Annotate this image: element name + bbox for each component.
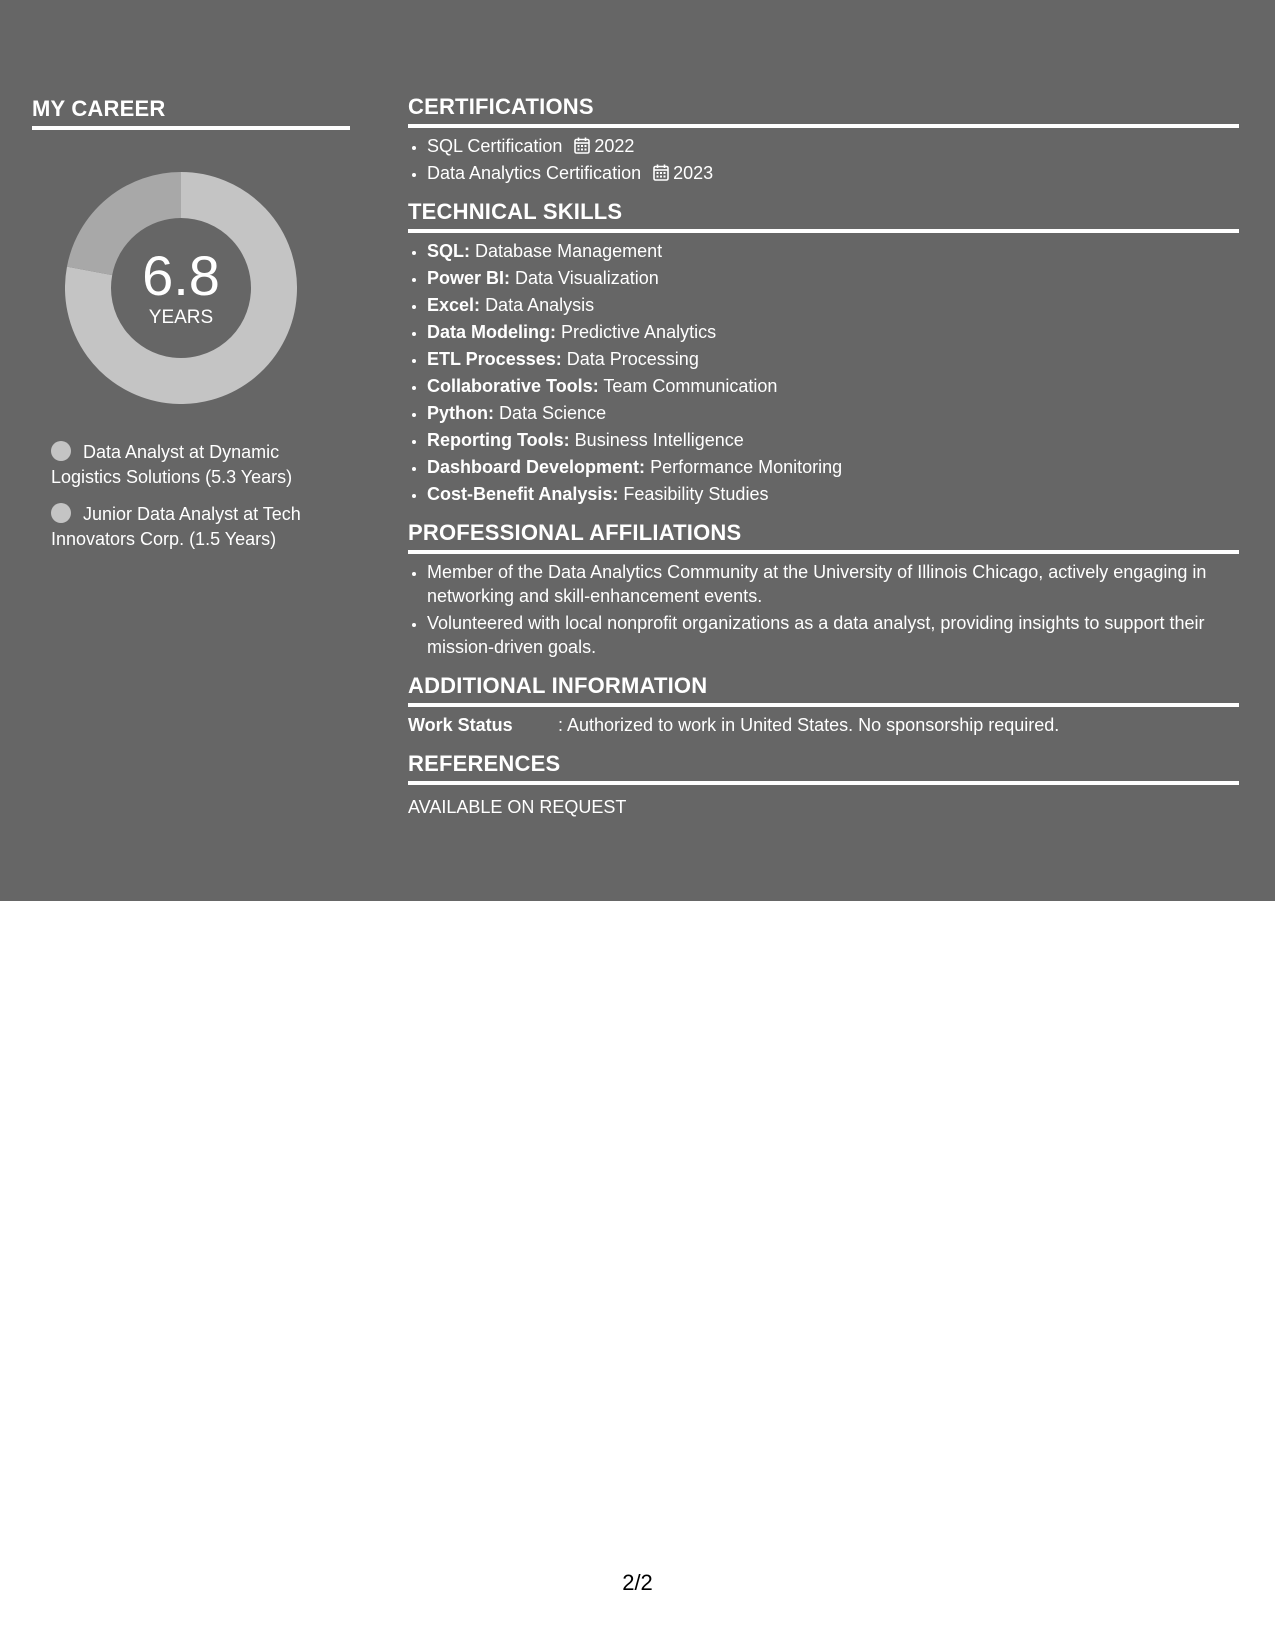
skill-item — [427, 482, 1239, 506]
affiliations-list — [408, 560, 1239, 659]
calendar-icon — [574, 137, 590, 154]
legend-item — [51, 502, 350, 552]
references-text: AVAILABLE ON REQUEST — [408, 797, 627, 817]
affiliation-item: • Volunteered with local nonprofit organizations as a data analyst, providing insights to support their mission-driven goals. — [427, 611, 1239, 659]
work-status-value: : Authorized to work in United States. No sponsorship required. — [558, 715, 1060, 735]
skill-name: Dashboard Development: — [427, 457, 646, 477]
skill-item — [427, 401, 1239, 425]
skill-desc: Team Communication — [603, 376, 778, 396]
skill-item — [427, 455, 1239, 479]
skill-item — [427, 266, 1239, 290]
total-years-value: 6.8 — [142, 244, 220, 307]
skill-desc: Data Processing — [566, 349, 699, 369]
skills-section — [408, 199, 1239, 506]
affiliation-item: • Member of the Data Analytics Community at the University of Illinois Chicago, actively engaging in networking and skill-enhancement events. — [427, 560, 1239, 608]
skill-name: Data Modeling: — [427, 322, 556, 342]
skill-desc: Data Analysis — [485, 295, 595, 315]
legend-item — [51, 440, 350, 490]
work-status-row — [408, 713, 1239, 737]
references-heading: REFERENCES — [408, 751, 1239, 785]
donut-center — [65, 172, 297, 404]
skill-name: ETL Processes: — [427, 349, 562, 369]
certifications-list — [408, 134, 1239, 185]
skill-name: Reporting Tools: — [427, 430, 570, 450]
skill-name: Excel: — [427, 295, 481, 315]
career-donut-chart — [65, 172, 297, 404]
skill-name: SQL: — [427, 241, 470, 261]
certification-year: 2022 — [594, 136, 635, 156]
legend-label: Junior Data Analyst at Tech Innovators Corp. (1.5 Years) — [51, 504, 301, 549]
page-number: 2/2 — [622, 1570, 653, 1595]
skills-heading: TECHNICAL SKILLS — [408, 199, 1239, 233]
skill-item — [427, 374, 1239, 398]
skill-item — [427, 428, 1239, 452]
skill-desc: Data Science — [499, 403, 607, 423]
skill-name: Python: — [427, 403, 494, 423]
skill-name: Cost-Benefit Analysis: — [427, 484, 619, 504]
legend-dot-icon — [51, 503, 71, 523]
certifications-section — [408, 94, 1239, 185]
skill-item — [427, 239, 1239, 263]
skill-desc: Data Visualization — [515, 268, 659, 288]
work-status-label: Work Status — [408, 715, 513, 735]
skill-desc: Performance Monitoring — [650, 457, 843, 477]
references-section — [408, 751, 1239, 819]
calendar-icon — [653, 164, 669, 181]
affiliations-heading: PROFESSIONAL AFFILIATIONS — [408, 520, 1239, 554]
total-years-unit: YEARS — [148, 307, 214, 328]
skill-desc: Business Intelligence — [574, 430, 744, 450]
certification-name: SQL Certification — [427, 136, 563, 156]
skill-desc: Database Management — [475, 241, 663, 261]
skill-desc: Feasibility Studies — [623, 484, 769, 504]
skill-name: Collaborative Tools: — [427, 376, 599, 396]
skill-name: Power BI: — [427, 268, 511, 288]
skills-list — [408, 239, 1239, 506]
certification-item — [427, 161, 1239, 185]
skill-item — [427, 293, 1239, 317]
career-column — [32, 96, 350, 564]
career-heading: MY CAREER — [32, 96, 350, 130]
skill-desc: Predictive Analytics — [561, 322, 717, 342]
affiliations-section — [408, 520, 1239, 659]
skill-item — [427, 347, 1239, 371]
certification-year: 2023 — [673, 163, 714, 183]
main-column — [408, 94, 1239, 833]
skill-item — [427, 320, 1239, 344]
legend-label: Data Analyst at Dynamic Logistics Solutions (5.3 Years) — [51, 442, 293, 487]
additional-info-heading: ADDITIONAL INFORMATION — [408, 673, 1239, 707]
career-legend — [51, 440, 350, 552]
certifications-heading: CERTIFICATIONS — [408, 94, 1239, 128]
certification-item — [427, 134, 1239, 158]
certification-name: Data Analytics Certification — [427, 163, 642, 183]
additional-info-section — [408, 673, 1239, 737]
legend-dot-icon — [51, 441, 71, 461]
